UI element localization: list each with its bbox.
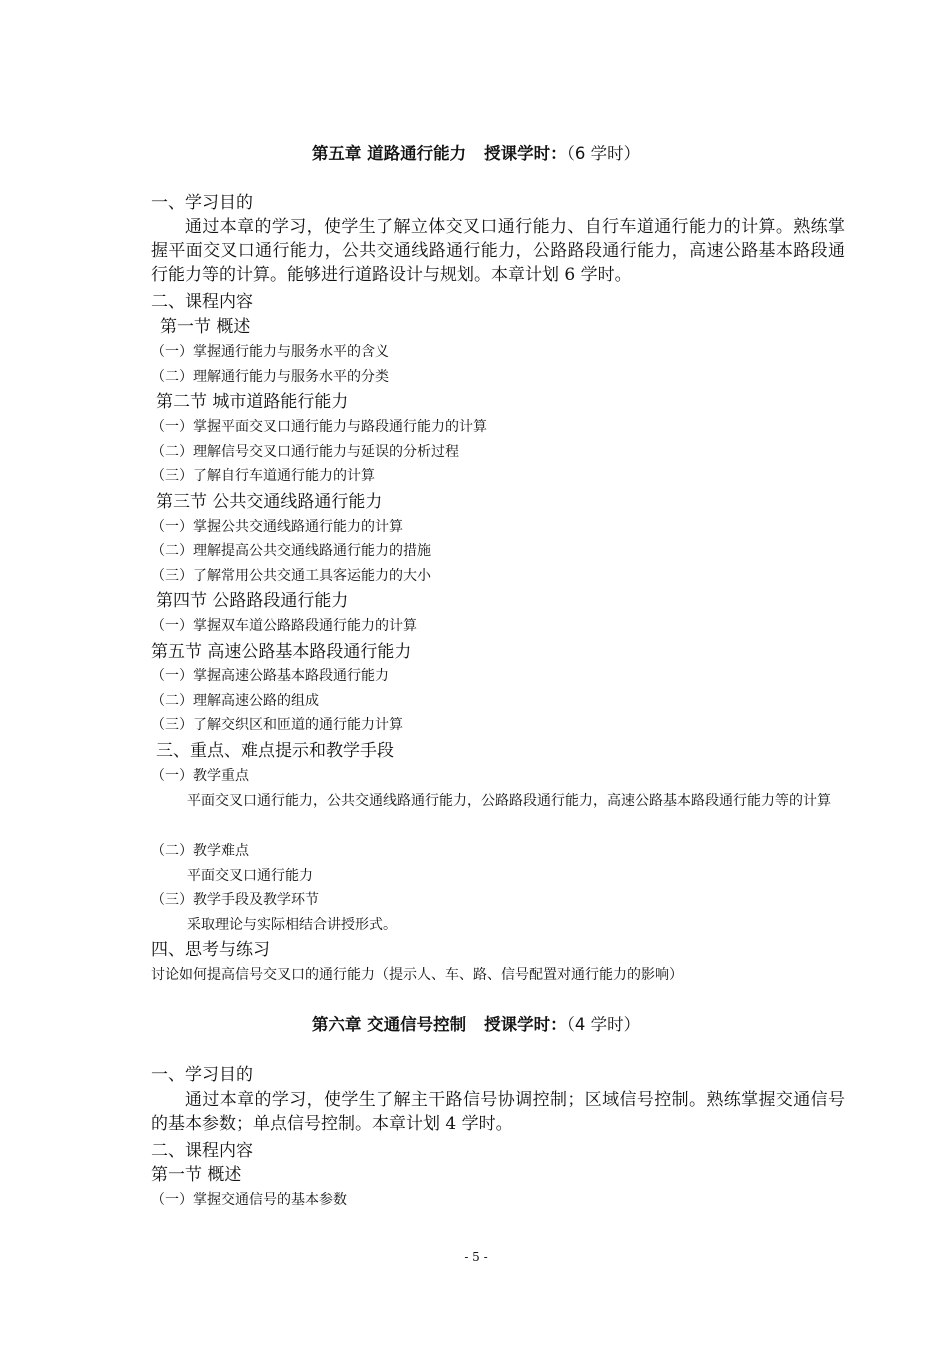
chapter-5-hours-label: 授课学时： [484,144,567,163]
ch6-section-1: 第一节 概述 [151,1165,242,1185]
ch6-goal-heading: 一、学习目的 [151,1065,253,1085]
ch5-s5-item-1: （一）掌握高速公路基本路段通行能力 [151,668,389,684]
ch5-exercise-text: 讨论如何提高信号交叉口的通行能力（提示人、车、路、信号配置对通行能力的影响） [151,967,683,983]
ch5-s1-item-1: （一）掌握通行能力与服务水平的含义 [151,344,389,360]
ch6-s1-item-1: （一）掌握交通信号的基本参数 [151,1192,347,1208]
ch5-key-1: （一）教学重点 [151,768,249,784]
ch6-goal-paragraph: 通过本章的学习，使学生了解主干路信号协调控制；区域信号控制。熟练掌握交通信号的基本参数；单点信号控制。本章计划 4 学时。 [151,1090,845,1134]
chapter-6-hours-label: 授课学时： [484,1015,567,1034]
ch5-section-4: 第四节 公路路段通行能力 [156,591,349,611]
ch5-key-3-text: 采取理论与实际相结合讲授形式。 [187,917,397,933]
ch5-s3-item-2: （二）理解提高公共交通线路通行能力的措施 [151,543,431,559]
chapter-6-hours: （4 学时） [566,1015,641,1034]
page-number: - 5 - [464,1250,488,1264]
ch5-section-2: 第二节 城市道路能行能力 [156,392,349,412]
ch5-key-2-text: 平面交叉口通行能力 [187,868,313,884]
chapter-6-title [0,1013,952,1037]
chapter-6-title-text: 第六章 交通信号控制 [311,1015,467,1034]
ch5-goal-paragraph: 通过本章的学习，使学生了解立体交叉口通行能力、自行车道通行能力的计算。熟练掌握平面交叉口通行能力，公共交通线路通行能力，公路路段通行能力，高速公路基本路段通行能力等的计算。能够进行道路设计与规划。本章计划 6 学时。 [151,217,845,285]
ch5-content-heading: 二、课程内容 [151,292,253,312]
chapter-5-hours: （6 学时） [566,144,641,163]
ch5-section-3: 第三节 公共交通线路通行能力 [156,492,383,512]
ch5-section-1: 第一节 概述 [160,317,251,337]
ch5-exercise-heading: 四、思考与练习 [151,940,270,960]
ch5-key-3: （三）教学手段及教学环节 [151,892,319,908]
ch5-s1-item-2: （二）理解通行能力与服务水平的分类 [151,369,389,385]
ch5-s2-item-1: （一）掌握平面交叉口通行能力与路段通行能力的计算 [151,419,487,435]
ch5-section-5: 第五节 高速公路基本路段通行能力 [151,642,412,662]
ch5-s5-item-2: （二）理解高速公路的组成 [151,693,319,709]
ch5-s2-item-3: （三）了解自行车道通行能力的计算 [151,468,375,484]
chapter-5-title [0,142,952,166]
ch5-s4-item-1: （一）掌握双车道公路路段通行能力的计算 [151,618,417,634]
ch5-s5-item-3: （三）了解交织区和匝道的通行能力计算 [151,717,403,733]
chapter-5-title-text: 第五章 道路通行能力 [311,144,467,163]
ch5-key-heading: 三、重点、难点提示和教学手段 [156,741,394,761]
ch5-s3-item-3: （三）了解常用公共交通工具客运能力的大小 [151,568,431,584]
ch6-content-heading: 二、课程内容 [151,1141,253,1161]
ch5-s3-item-1: （一）掌握公共交通线路通行能力的计算 [151,519,403,535]
ch5-key-2: （二）教学难点 [151,843,249,859]
ch5-key-1-text: 平面交叉口通行能力，公共交通线路通行能力，公路路段通行能力，高速公路基本路段通行能力等的计算 [187,793,831,809]
ch5-s2-item-2: （二）理解信号交叉口通行能力与延误的分析过程 [151,444,459,460]
ch5-goal-heading: 一、学习目的 [151,193,253,213]
